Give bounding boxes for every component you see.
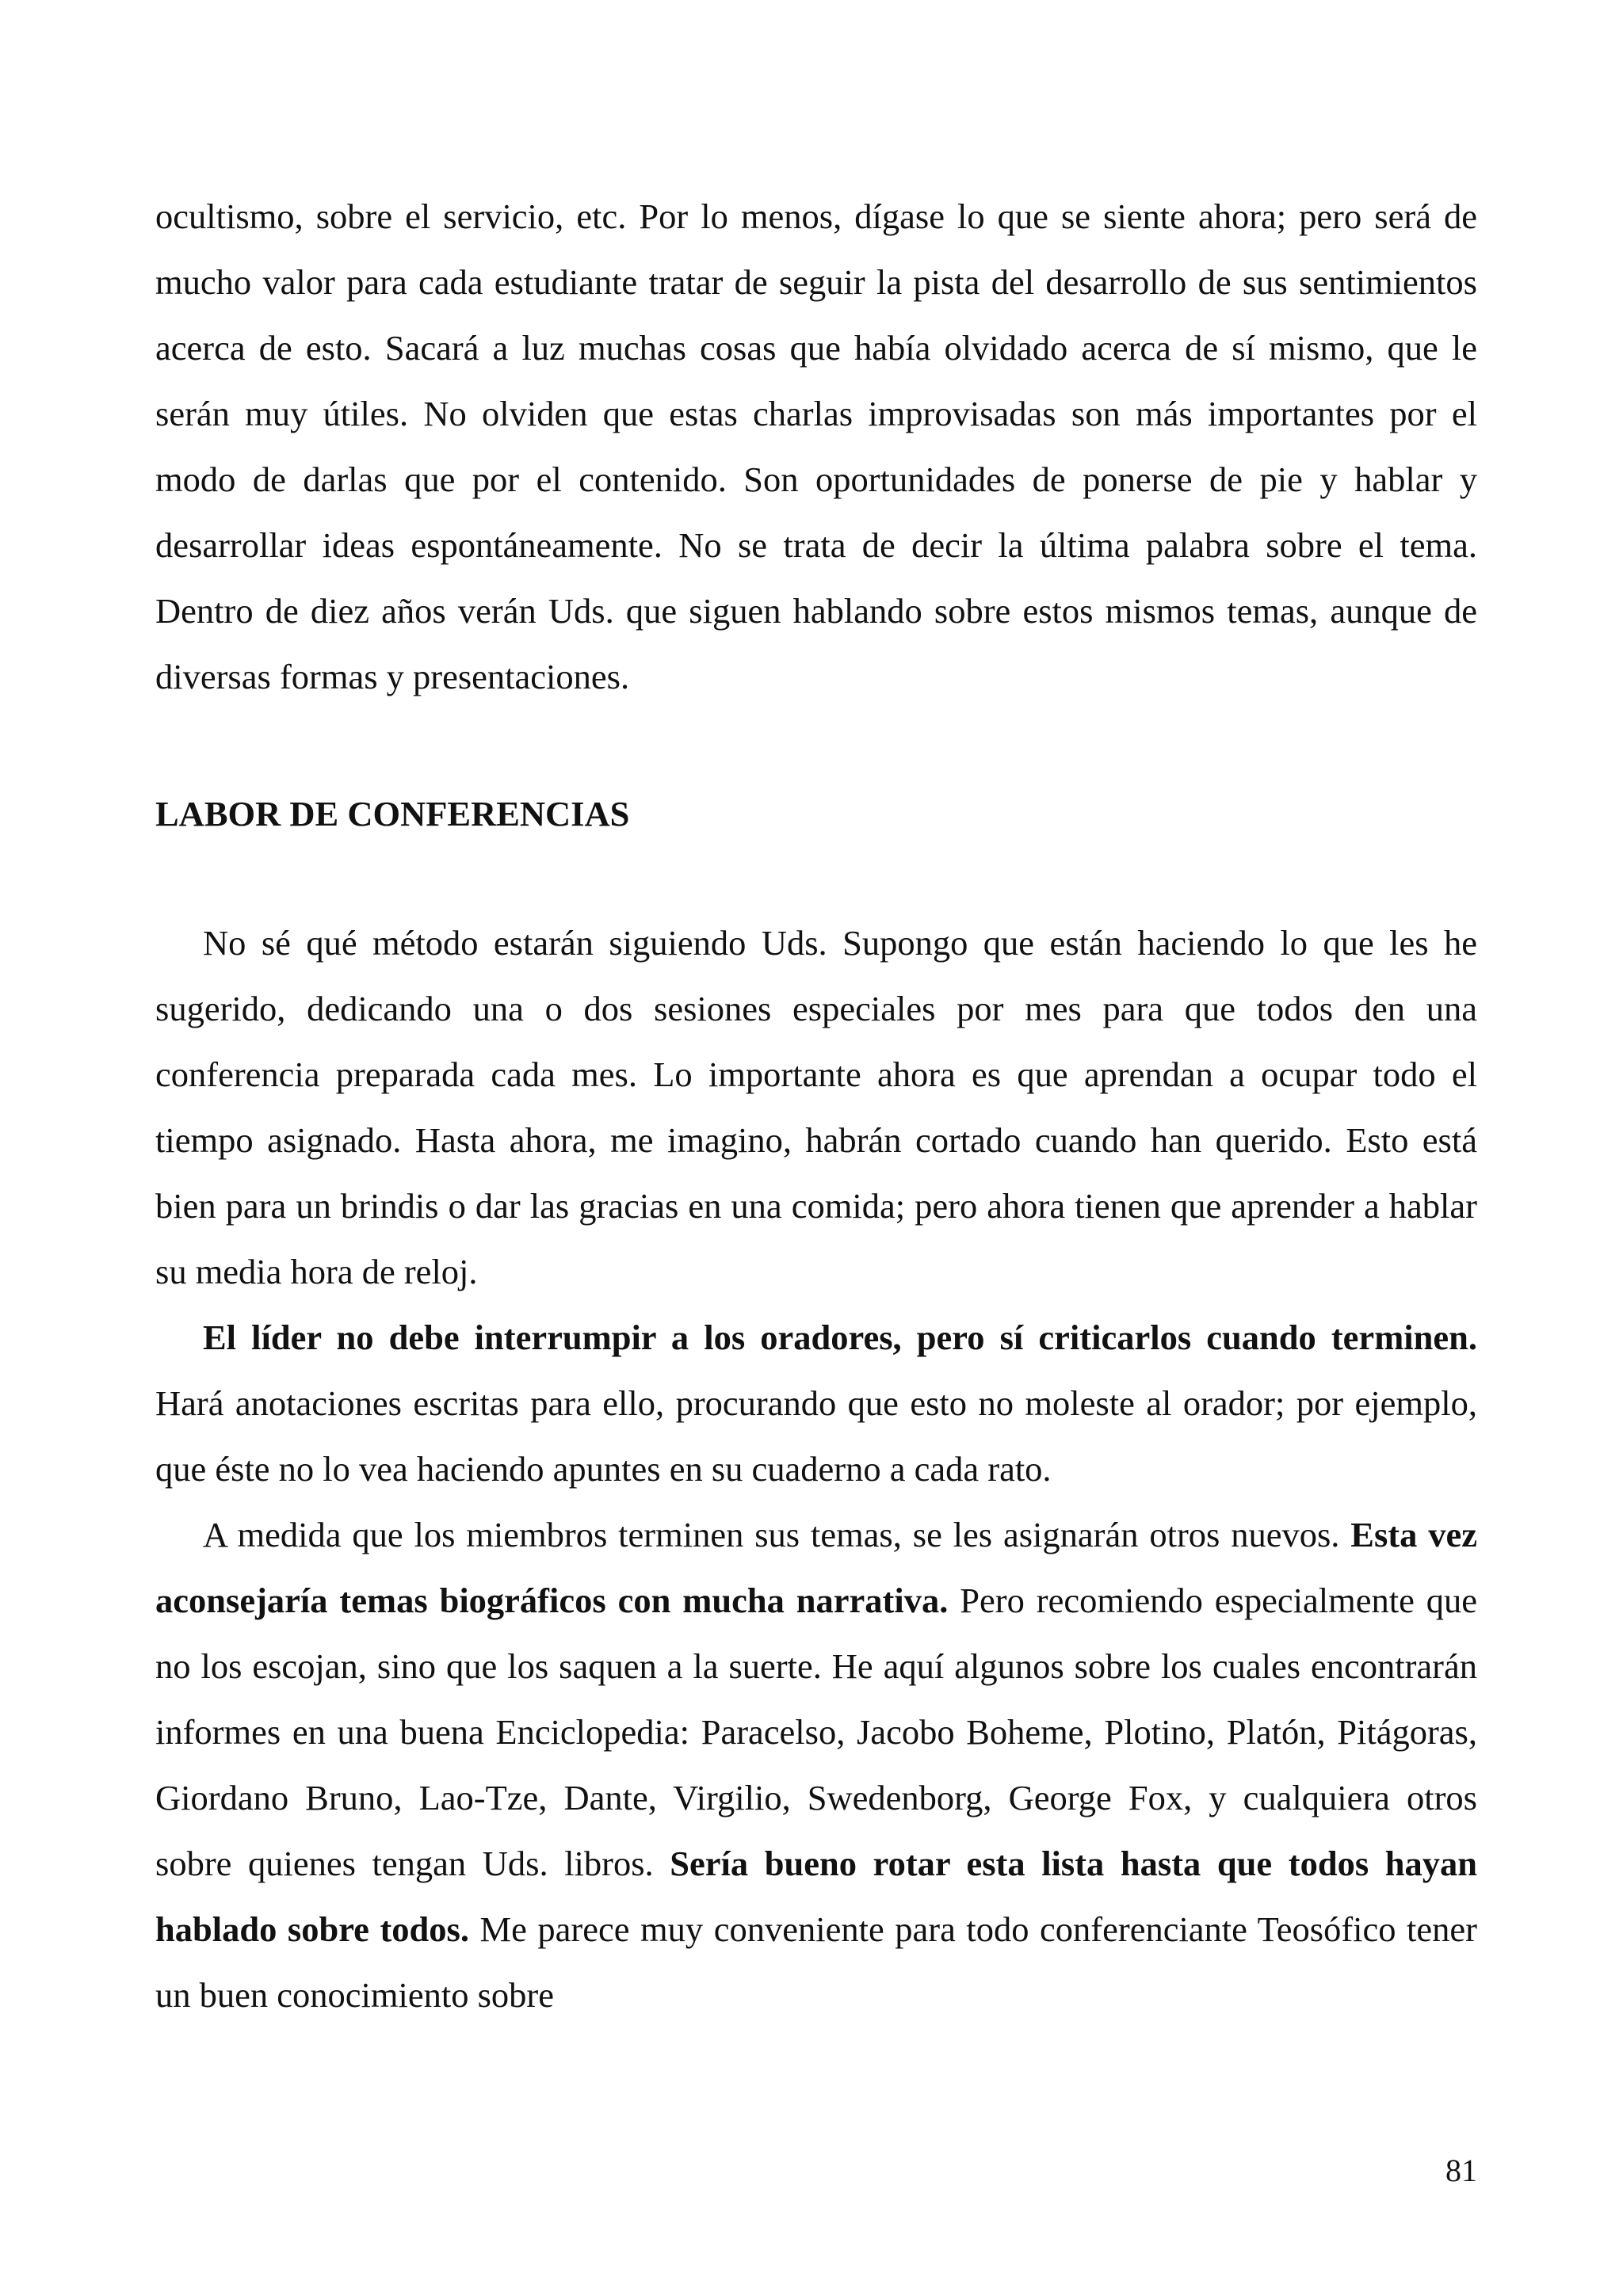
paragraph-2-text: Hará anotaciones escritas para ello, procurando que esto no moleste al orador; por ejemplo, que éste no lo vea haciendo apuntes en su cuaderno a cada rato. [155, 1383, 1477, 1489]
paragraph-2-bold-text: El líder no debe interrumpir a los oradores, pero sí criticarlos cuando terminen. [203, 1318, 1477, 1357]
section-heading: LABOR DE CONFERENCIAS [155, 794, 630, 833]
paragraph-2 [155, 1305, 1477, 1502]
continuation-paragraph: ocultismo, sobre el servicio, etc. Por lo menos, dígase lo que se siente ahora; pero será de mucho valor para cada estudiante tratar de seguir la pista del desarrollo de sus sentimientos acerca de esto. Sacará a luz muchas cosas que había olvidado acerca de sí mismo, que le serán muy útiles. No olviden que estas charlas improvisadas son más importantes por el modo de darlas que por el contenido. Son oportunidades de ponerse de pie y hablar y desarrollar ideas espontáneamente. No se trata de decir la última palabra sobre el tema. Dentro de diez años verán Uds. que siguen hablando sobre estos mismos temas, aunque de diversas formas y presentaciones. [155, 196, 1477, 696]
page-number: 81 [1445, 2153, 1477, 2188]
text-block-section [155, 910, 1477, 2028]
text-block-top [155, 184, 1477, 710]
paragraph-3-middle-text: Pero recomiendo especialmente que no los escojan, sino que los saquen a la suerte. He aquí algunos sobre los cuales encontrarán informes en una buena Enciclopedia: Paracelso, Jacobo Boheme, Plotino, Platón, Pitágoras, Giordano Bruno, Lao-Tze, Dante, Virgilio, Swedenborg, George Fox, y cualquiera otros sobre quienes tengan Uds. libros. [155, 1581, 1478, 1883]
paragraph-3 [155, 1502, 1477, 2028]
paragraph-3-start-text: A medida que los miembros terminen sus temas, se les asignarán otros nuevos. [203, 1515, 1351, 1554]
paragraph-3-end-text: Me parece muy conveniente para todo conferenciante Teosófico tener un buen conocimiento sobre [155, 1909, 1477, 2015]
paragraph-3-bold-text-2: Sería bueno rotar esta lista hasta que todos hayan hablado sobre todos. [155, 1844, 1477, 1949]
paragraph-1: No sé qué método estarán siguiendo Uds. Supongo que están haciendo lo que les he sugerido, dedicando una o dos sesiones especiales por mes para que todos den una conferencia preparada cada mes. Lo importante ahora es que aprendan a ocupar todo el tiempo asignado. Hasta ahora, me imagino, habrán cortado cuando han querido. Esto está bien para un brindis o dar las gracias en una comida; pero ahora tienen que aprender a hablar su media hora de reloj. [155, 923, 1477, 1291]
paragraph-3-bold-text-1: Esta vez aconsejaría temas biográficos con mucha narrativa. [155, 1515, 1477, 1620]
